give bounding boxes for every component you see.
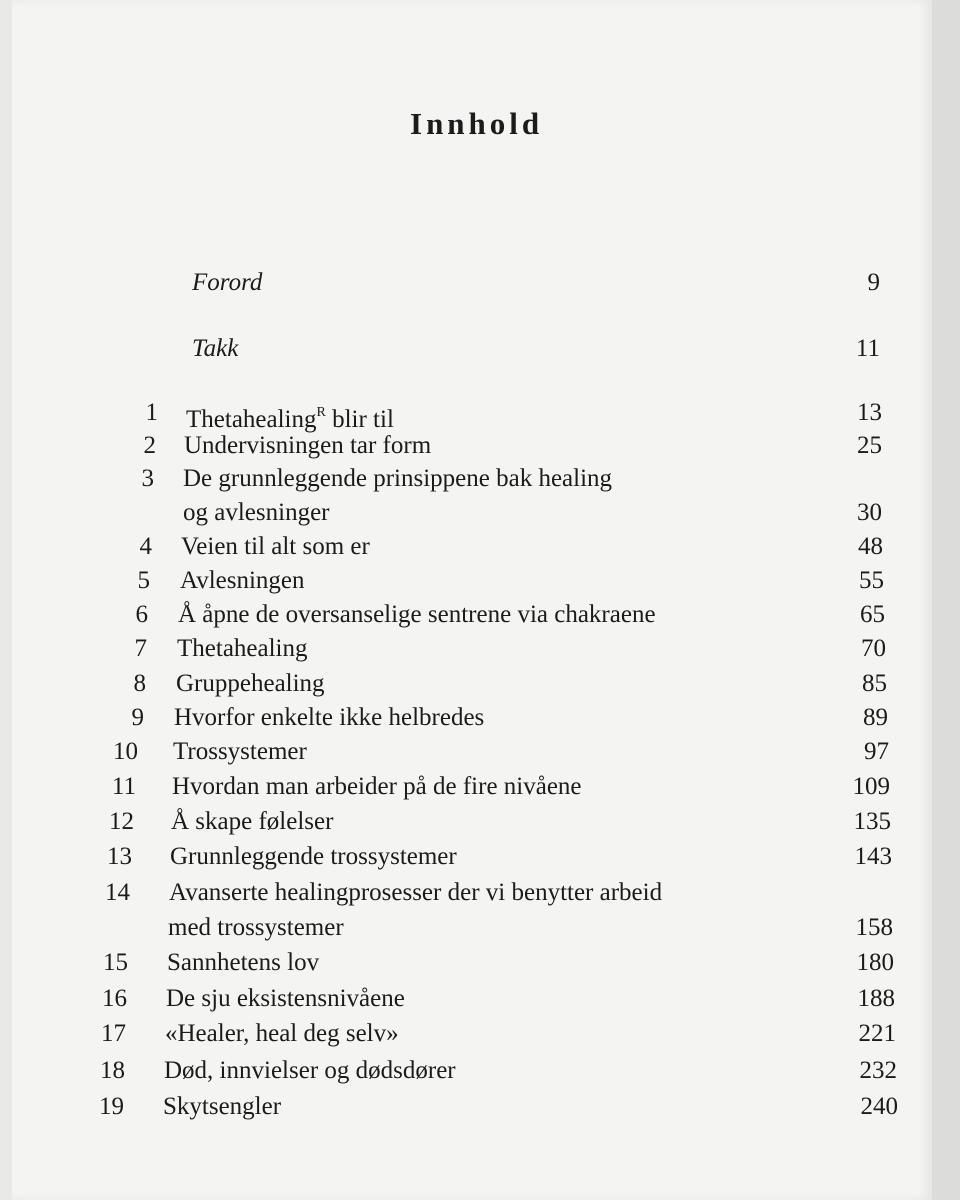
toc-entry-continuation — [0, 496, 960, 530]
toc-page: 221 — [858, 1020, 896, 1047]
toc-page: 232 — [859, 1057, 897, 1084]
toc-entry — [0, 632, 960, 666]
toc-number: 18 — [100, 1057, 125, 1084]
toc-entry — [0, 667, 960, 701]
toc-entry — [0, 564, 960, 598]
toc-page: 65 — [860, 601, 885, 628]
toc-title: Thetahealing — [177, 635, 308, 662]
toc-title: Gruppehealing — [176, 670, 325, 697]
toc-entry-continuation — [0, 911, 960, 945]
toc-entry — [0, 1017, 960, 1051]
toc-page: 188 — [857, 985, 895, 1012]
toc-title: Thetahealing$^R$ blir til — [186, 405, 394, 433]
toc-entry — [0, 840, 960, 874]
toc-entry — [0, 946, 960, 980]
toc-entry — [0, 982, 960, 1016]
toc-title-line2: med trossystemer — [168, 914, 344, 941]
toc-entry — [0, 701, 960, 735]
toc-title: De sju eksistensnivåene — [166, 985, 405, 1012]
toc-number: 5 — [137, 567, 150, 594]
toc-number: 19 — [99, 1093, 124, 1120]
toc-number: 3 — [141, 465, 154, 492]
toc-page: 48 — [858, 533, 883, 560]
toc-entry — [0, 396, 960, 433]
toc-page: 30 — [857, 499, 882, 526]
toc-title: De grunnleggende prinsippene bak healing — [183, 465, 613, 492]
toc-title: Å åpne de oversanselige sentrene via chakraene — [178, 601, 656, 628]
toc-title: Forord — [192, 269, 263, 296]
toc-page: 55 — [859, 567, 884, 594]
toc-title: Hvordan man arbeider på de fire nivåene — [172, 773, 582, 800]
toc-title: Hvorfor enkelte ikke helbredes — [174, 704, 485, 731]
toc-entry-forord — [0, 266, 960, 300]
toc-number: 15 — [103, 949, 128, 976]
toc-number: 8 — [133, 670, 146, 697]
toc-number: 6 — [135, 601, 148, 628]
toc-title: Å skape følelser — [171, 808, 334, 835]
toc-entry — [0, 462, 960, 496]
toc-title: Trossystemer — [173, 738, 307, 765]
toc-title: Veien til alt som er — [181, 533, 370, 560]
toc-entry-takk — [0, 332, 960, 366]
toc-entry — [0, 770, 960, 804]
toc-number: 14 — [105, 879, 130, 906]
toc-page: 13 — [857, 399, 882, 426]
toc-number: 1 — [145, 399, 158, 426]
toc-page: 70 — [861, 635, 886, 662]
toc-entry — [0, 735, 960, 769]
toc-entry — [0, 1090, 960, 1124]
page-title: Innhold — [410, 106, 544, 141]
toc-page: 180 — [856, 949, 894, 976]
toc-page: 143 — [854, 843, 892, 870]
toc-number: 9 — [131, 704, 144, 731]
toc-title: Skytsengler — [163, 1093, 282, 1120]
toc-number: 11 — [111, 773, 136, 800]
toc-page: 89 — [863, 704, 888, 731]
toc-page: 135 — [853, 808, 891, 835]
toc-title: Undervisningen tar form — [184, 432, 432, 459]
toc-entry — [0, 429, 960, 463]
toc-page: 9 — [867, 269, 880, 296]
toc-number: 2 — [143, 432, 156, 459]
toc-number: 4 — [139, 533, 152, 560]
toc-entry — [0, 1054, 960, 1088]
toc-page: 11 — [855, 335, 880, 362]
toc-page: 109 — [852, 773, 890, 800]
toc-page: 240 — [860, 1093, 898, 1120]
toc-entry — [0, 876, 960, 910]
toc-number: 10 — [113, 738, 138, 765]
toc-title-line2: og avlesninger — [183, 499, 330, 526]
toc-number: 16 — [102, 985, 127, 1012]
toc-title: Avlesningen — [180, 567, 305, 594]
toc-number: 13 — [107, 843, 132, 870]
toc-number: 17 — [101, 1020, 126, 1047]
toc-page: 25 — [857, 432, 882, 459]
toc-title: Sannhetens lov — [167, 949, 320, 976]
toc-entry — [0, 805, 960, 839]
toc-title: Grunnleggende trossystemer — [170, 843, 457, 870]
toc-title: «Healer, heal deg selv» — [165, 1020, 399, 1047]
toc-title: Takk — [192, 335, 239, 362]
toc-title: Avanserte healingprosesser der vi benytter arbeid — [169, 879, 663, 906]
toc-number: 12 — [109, 808, 134, 835]
toc-entry — [0, 530, 960, 564]
toc-page: 158 — [855, 914, 893, 941]
toc-number: 7 — [134, 635, 147, 662]
registered-mark: R — [316, 405, 326, 420]
toc-title: Død, innvielser og dødsdører — [164, 1057, 456, 1084]
toc-entry — [0, 598, 960, 632]
toc-page: 85 — [862, 670, 887, 697]
toc-page: 97 — [864, 738, 889, 765]
